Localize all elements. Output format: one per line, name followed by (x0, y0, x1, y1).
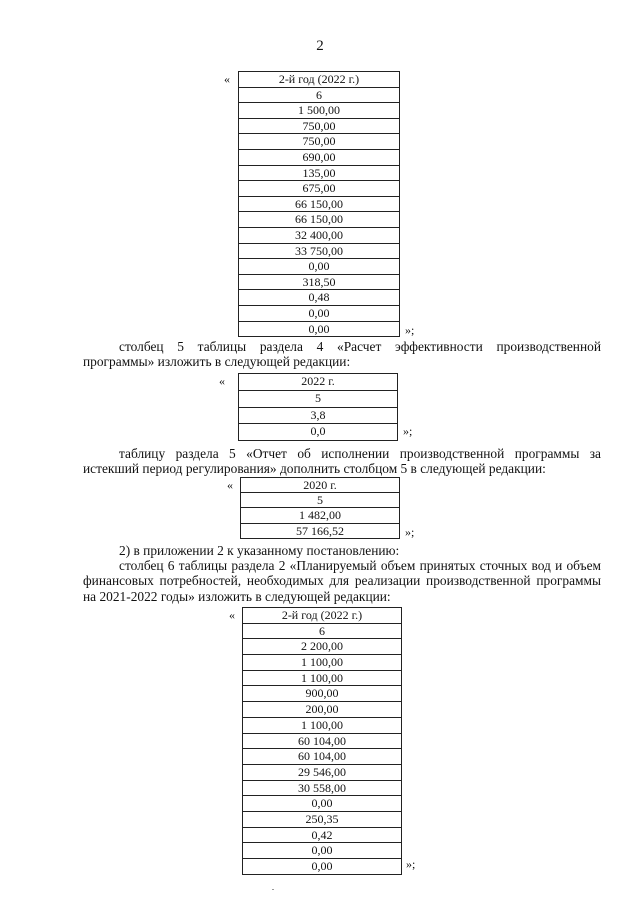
table-cell: 200,00 (242, 702, 402, 718)
table-cell: 1 500,00 (238, 103, 400, 119)
paragraph-appendix2: 2) в приложении 2 к указанному постановлению: (119, 543, 400, 558)
table-cell: 135,00 (238, 166, 400, 182)
table-cell: 1 100,00 (242, 655, 402, 671)
paragraph-column6-section2: столбец 6 таблицы раздела 2 «Планируемый объем принятых сточных вод и объем финансовых потребностей, необходимых для реализации производственной программы на 2021-2022 годы» изложить в следующей редакции: (83, 558, 601, 604)
scan-dot (272, 889, 274, 890)
table-cell: 675,00 (238, 181, 400, 197)
table-cell: 750,00 (238, 119, 400, 135)
table-cell: 0,0 (238, 424, 398, 441)
table-cell: 0,00 (242, 859, 402, 875)
quote-close-2: »; (403, 424, 413, 438)
table-4 (242, 607, 402, 875)
table-cell: 0,42 (242, 828, 402, 844)
table-cell: 750,00 (238, 134, 400, 150)
table-cell: 1 100,00 (242, 671, 402, 687)
table-cell: 32 400,00 (238, 228, 400, 244)
table-header-cell: 2-й год (2022 г.) (242, 607, 402, 624)
table-cell: 5 (238, 391, 398, 408)
table-header-cell: 2020 г. (240, 477, 400, 493)
table-cell: 0,00 (238, 259, 400, 275)
table-cell: 6 (242, 624, 402, 640)
table-cell: 29 546,00 (242, 765, 402, 781)
table-cell: 0,48 (238, 290, 400, 306)
table-3 (240, 477, 400, 539)
table-cell: 0,00 (238, 306, 400, 322)
table-cell: 66 150,00 (238, 212, 400, 228)
table-cell: 30 558,00 (242, 781, 402, 797)
table-header-cell: 2-й год (2022 г.) (238, 71, 400, 88)
quote-open-3: « (227, 478, 233, 492)
table-cell: 1 100,00 (242, 718, 402, 734)
table-cell: 60 104,00 (242, 734, 402, 750)
table-cell: 3,8 (238, 408, 398, 425)
table-2 (238, 373, 398, 441)
table-cell: 66 150,00 (238, 197, 400, 213)
table-cell: 0,00 (242, 843, 402, 859)
table-cell: 6 (238, 88, 400, 104)
quote-open-1: « (224, 72, 230, 86)
table-cell: 690,00 (238, 150, 400, 166)
table-1 (238, 71, 400, 337)
table-cell: 57 166,52 (240, 524, 400, 539)
quote-close-1: »; (405, 323, 415, 337)
table-cell: 5 (240, 493, 400, 508)
quote-open-4: « (229, 608, 235, 622)
table-cell: 2 200,00 (242, 639, 402, 655)
table-cell: 0,00 (242, 796, 402, 812)
table-cell: 33 750,00 (238, 244, 400, 260)
page-number: 2 (316, 38, 324, 54)
table-cell: 250,35 (242, 812, 402, 828)
quote-close-3: »; (405, 525, 415, 539)
table-cell: 0,00 (238, 322, 400, 338)
paragraph-table4-column5: столбец 5 таблицы раздела 4 «Расчет эффективности производственной программы» изложить в следующей редакции: (83, 339, 601, 370)
table-cell: 1 482,00 (240, 508, 400, 523)
paragraph-table5-report: таблицу раздела 5 «Отчет об исполнении производственной программы за истекший период регулирования» дополнить столбцом 5 в следующей редакции: (83, 446, 601, 477)
table-cell: 60 104,00 (242, 749, 402, 765)
table-cell: 900,00 (242, 686, 402, 702)
table-header-cell: 2022 г. (238, 373, 398, 391)
table-cell: 318,50 (238, 275, 400, 291)
quote-open-2: « (219, 374, 225, 388)
quote-close-4: »; (406, 857, 416, 871)
